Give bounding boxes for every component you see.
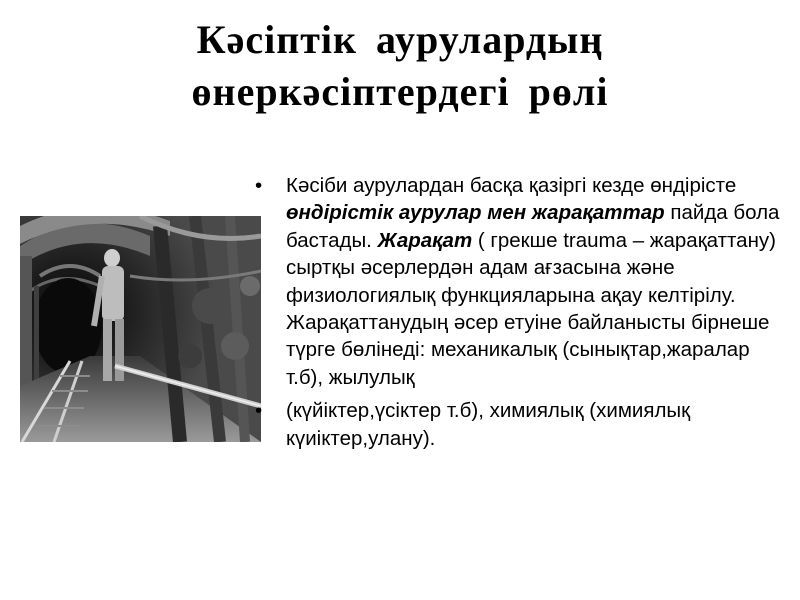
- bullet-1-seg-2: өндірістік аурулар мен жарақаттар: [286, 201, 665, 225]
- slide-title: [0, 14, 800, 118]
- bullet-2-seg-1: (күйіктер,үсіктер т.б), химиялық (химиялық күиіктер,улану).: [286, 399, 691, 450]
- bullet-marker: •: [255, 399, 263, 423]
- bullet-1-seg-1: Кәсіби аурулардан басқа қазіргі кезде өндірісте: [286, 174, 737, 197]
- slide-bullet-list: [255, 172, 785, 458]
- slide-title-line-1: Кәсіптік аурулардың: [196, 17, 604, 62]
- bullet-1-seg-5: ( грекше trauma – жарақаттану) сыртқы әсерлердән адам ағзасына және физиологиялық функцияларына ақау келтірілу. Жарақаттанудың әсер етуіне байланысты бірнеше түрге бөлінеді: механикалық (сынықтар,жаралар т.б), жылулық: [286, 228, 776, 389]
- bullet-1-seg-3: пайда бола бастады.: [286, 201, 780, 252]
- slide-title-line-2: өнеркәсіптердегі рөлі: [191, 69, 609, 114]
- mine-tunnel-illustration: [20, 216, 261, 442]
- bullet-item-2: [255, 397, 785, 452]
- bullet-1-seg-4: Жарақат: [377, 228, 473, 252]
- bullet-item-1: [255, 172, 785, 391]
- bullet-marker: •: [255, 174, 263, 197]
- mine-tunnel-photo: [20, 216, 261, 442]
